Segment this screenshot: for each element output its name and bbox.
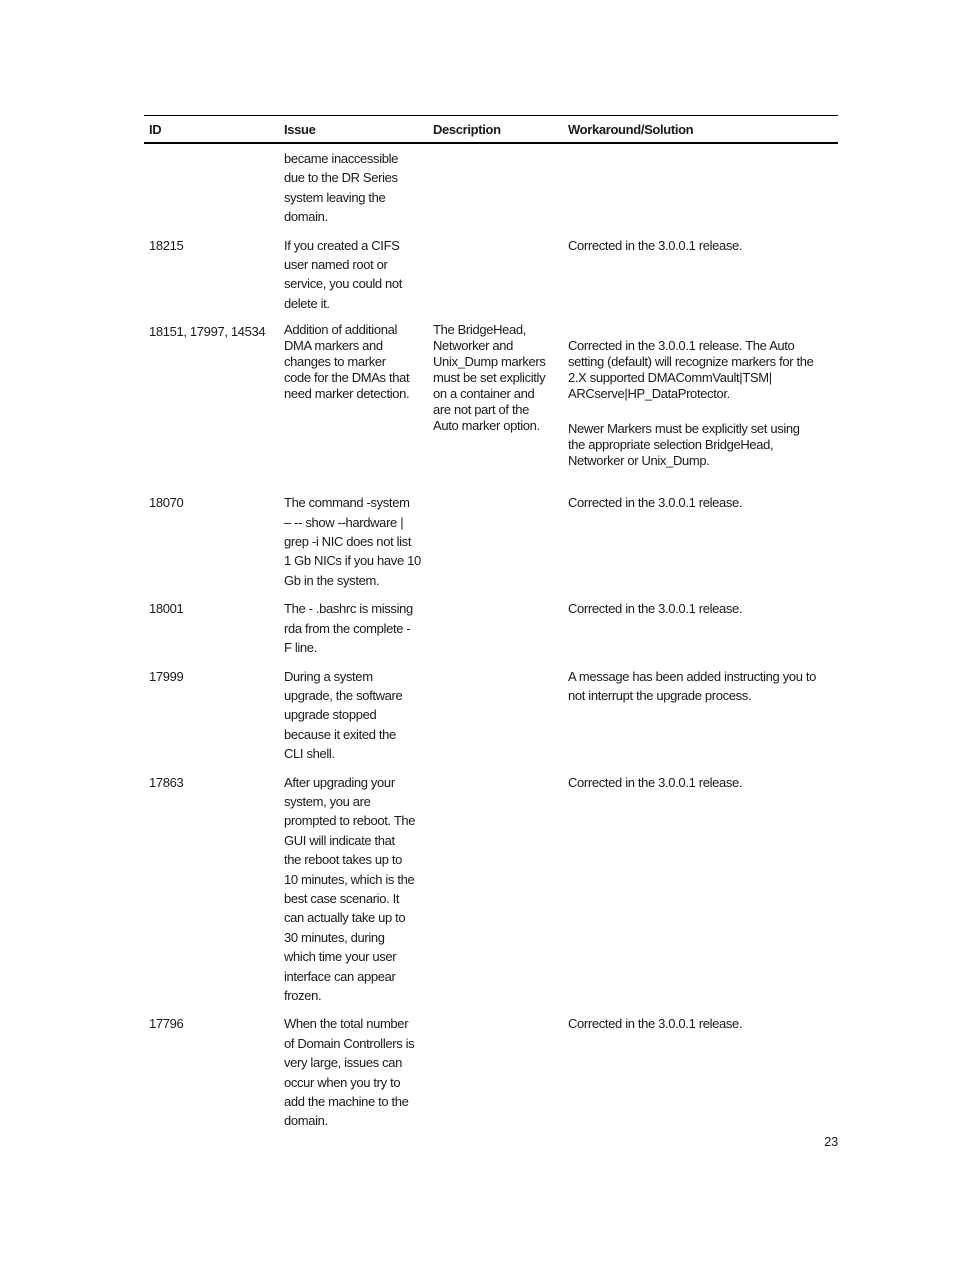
row-id: 17999 (149, 668, 184, 684)
row-description (428, 149, 563, 227)
table-row (144, 493, 838, 590)
solution-text: Newer Markers must be explicitly set using the appropriate selection BridgeHead, Networker or Unix_Dump. (568, 421, 800, 469)
solution-text: Corrected in the 3.0.0.1 release. The Auto setting (default) will recognize markers for the 2.X supported DMACommVault|TSM| ARCserve|HP_DataProtector. (568, 338, 814, 402)
row-issue: When the total number of Domain Controllers is very large, issues can occur when you try to add the machine to the domain. (284, 1016, 415, 1129)
row-id: 18151, 17997, 14534 (149, 324, 266, 340)
table-header-row (144, 115, 838, 144)
row-solution (563, 493, 838, 590)
row-solution (563, 1014, 838, 1130)
row-solution (563, 149, 838, 227)
row-issue: The - .bashrc is missing rda from the complete - F line. (284, 601, 413, 656)
table-row (144, 149, 838, 227)
row-description (428, 667, 563, 764)
row-solution (563, 773, 838, 1006)
row-description (428, 493, 563, 590)
header-description: Description (433, 121, 501, 137)
row-solution (563, 322, 838, 485)
solution-text: Corrected in the 3.0.0.1 release. (568, 495, 743, 511)
table-row (144, 236, 838, 314)
row-solution (563, 667, 838, 764)
row-issue: The command -system – -- show --hardware | grep -i NIC does not list 1 Gb NICs if you have 10 Gb in the system. (284, 495, 421, 588)
table-row (144, 322, 838, 485)
row-issue: During a system upgrade, the software upgrade stopped because it exited the CLI shell. (284, 668, 403, 762)
row-description (428, 236, 563, 314)
row-id: 17863 (149, 774, 184, 790)
row-description: The BridgeHead, Networker and Unix_Dump markers must be set explicitly on a container and are not part of the Auto marker option. (433, 322, 546, 434)
header-issue: Issue (284, 121, 316, 137)
solution-text: Corrected in the 3.0.0.1 release. (568, 774, 743, 790)
table-row (144, 599, 838, 657)
row-issue: Addition of additional DMA markers and changes to marker code for the DMAs that need marker detection. (284, 322, 410, 402)
solution-text: Corrected in the 3.0.0.1 release. (568, 1016, 743, 1032)
header-solution: Workaround/Solution (568, 121, 694, 137)
row-issue: If you created a CIFS user named root or service, you could not delete it. (284, 237, 403, 311)
row-id: 18001 (149, 601, 184, 617)
table-row (144, 667, 838, 764)
row-id (144, 149, 279, 227)
issues-table (144, 115, 838, 1131)
row-description (428, 773, 563, 1006)
table-row (144, 1014, 838, 1130)
row-description (428, 599, 563, 657)
row-solution (563, 599, 838, 657)
solution-text: A message has been added instructing you to not interrupt the upgrade process. (568, 668, 817, 703)
page-number: 23 (824, 1134, 838, 1149)
row-solution (563, 236, 838, 314)
table-row (144, 773, 838, 1006)
header-id: ID (149, 121, 162, 137)
row-description (428, 1014, 563, 1130)
solution-text: Corrected in the 3.0.0.1 release. (568, 601, 743, 617)
row-id: 18215 (149, 237, 184, 253)
row-issue: became inaccessible due to the DR Series system leaving the domain. (284, 151, 399, 225)
solution-text: Corrected in the 3.0.0.1 release. (568, 237, 743, 253)
row-id: 17796 (149, 1016, 184, 1032)
row-id: 18070 (149, 495, 184, 511)
row-issue: After upgrading your system, you are prompted to reboot. The GUI will indicate that the reboot takes up to 10 minutes, which is the best case scenario. It can actually take up to 30 minutes, during which time your user interface can appear frozen. (284, 774, 416, 1003)
